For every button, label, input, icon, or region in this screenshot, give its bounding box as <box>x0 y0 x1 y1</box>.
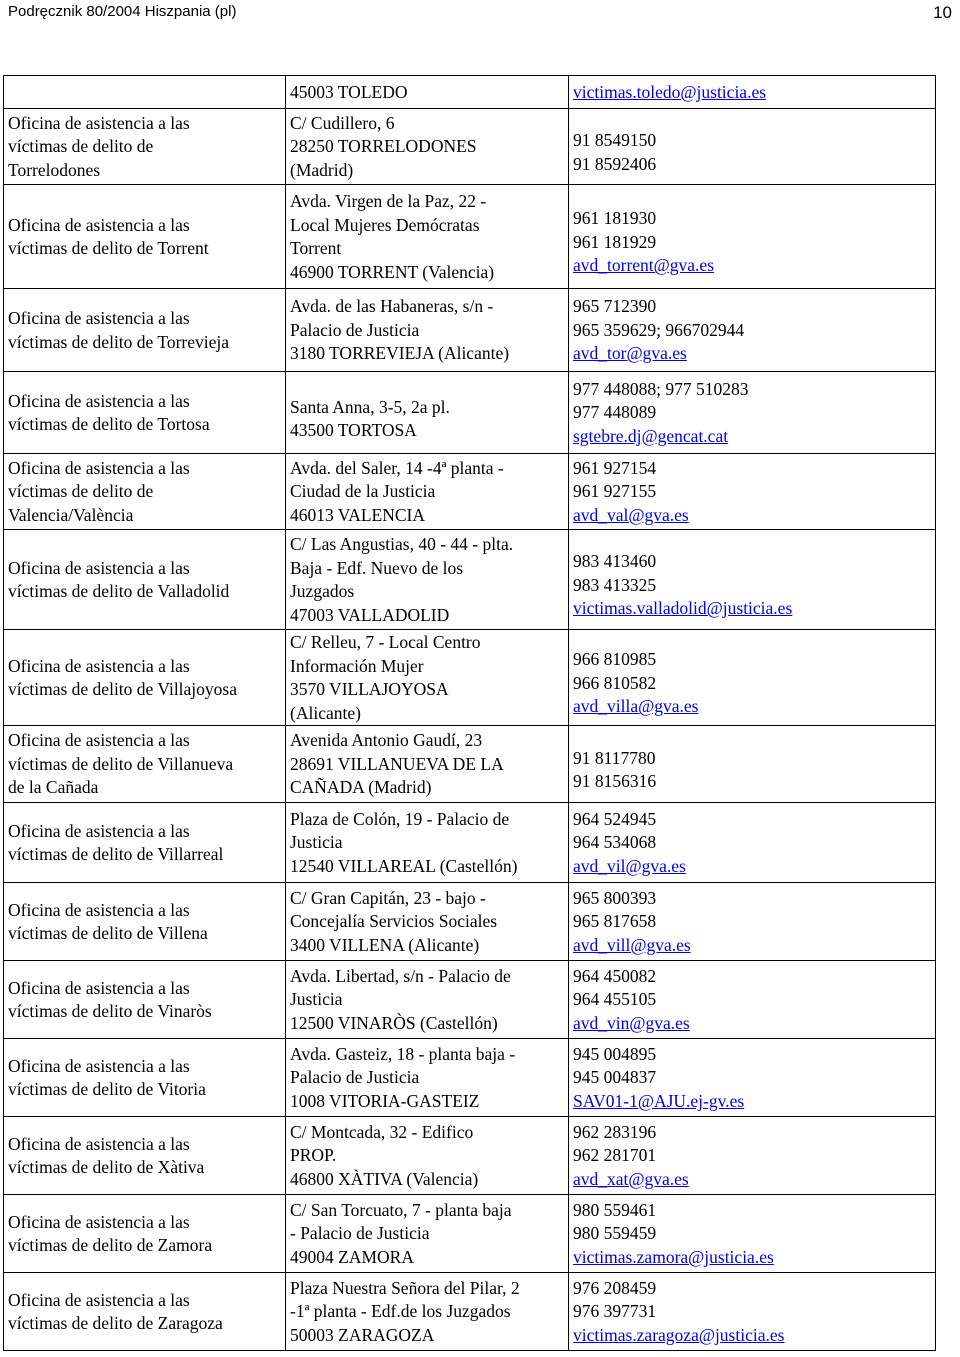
address-line: Información Mujer <box>290 655 424 676</box>
contact-cell <box>569 109 936 185</box>
phone-number: 961 927155 <box>573 481 657 502</box>
phone-number: 945 004895 <box>573 1043 657 1064</box>
phone-number: 983 413325 <box>573 574 657 595</box>
address-cell <box>286 883 569 961</box>
document-header-title: Podręcznik 80/2004 Hiszpania (pl) <box>8 3 237 20</box>
office-name-cell <box>4 1273 286 1351</box>
office-name-line: Oficina de asistencia a las <box>8 557 190 578</box>
address-cell <box>286 109 569 185</box>
office-name-line: Oficina de asistencia a las <box>8 390 190 411</box>
table-row <box>4 372 936 454</box>
phone-number: 980 559459 <box>573 1223 657 1244</box>
office-name-line: Oficina de asistencia a las <box>8 1055 190 1076</box>
email-link[interactable]: avd_xat@gva.es <box>573 1168 689 1189</box>
address-line: - Palacio de Justicia <box>290 1223 430 1244</box>
office-name-cell <box>4 454 286 530</box>
phone-number: 965 817658 <box>573 911 657 932</box>
table-body <box>4 76 936 1351</box>
contact-cell <box>569 76 936 109</box>
page-number: 10 <box>933 3 952 22</box>
table-row <box>4 883 936 961</box>
phone-number: 983 413460 <box>573 551 657 572</box>
victim-offices-table <box>3 75 936 1351</box>
table-row <box>4 109 936 185</box>
office-name-line: Oficina de asistencia a las <box>8 899 190 920</box>
address-line: (Madrid) <box>290 159 354 180</box>
phone-number: 961 181930 <box>573 208 657 229</box>
email-link[interactable]: avd_torrent@gva.es <box>573 255 714 276</box>
address-line: 12540 VILLAREAL (Castellón) <box>290 855 518 876</box>
office-name-line: víctimas de delito de Torrent <box>8 238 209 258</box>
office-name-line: Valencia/València <box>8 504 134 525</box>
office-name-line: Oficina de asistencia a las <box>8 655 190 676</box>
address-cell <box>286 1039 569 1117</box>
office-name-line: víctimas de delito de <box>8 136 154 157</box>
address-line: 49004 ZAMORA <box>290 1246 414 1267</box>
address-line: Avenida Antonio Gaudí, 23 <box>290 730 483 751</box>
address-cell <box>286 454 569 530</box>
address-cell <box>286 961 569 1039</box>
address-line: 28691 VILLANUEVA DE LA <box>290 753 504 774</box>
table-row <box>4 454 936 530</box>
address-line: CAÑADA (Madrid) <box>290 777 432 798</box>
office-name-line: Oficina de asistencia a las <box>8 457 190 478</box>
address-cell <box>286 630 569 726</box>
office-name-line: Oficina de asistencia a las <box>8 730 190 751</box>
address-line: 3180 TORREVIEJA (Alicante) <box>290 343 510 364</box>
address-line: 50003 ZARAGOZA <box>290 1324 435 1345</box>
address-line: C/ San Torcuato, 7 - planta baja <box>290 1199 512 1220</box>
email-link[interactable]: sgtebre.dj@gencat.cat <box>573 425 729 446</box>
address-line: Justicia <box>290 832 343 853</box>
table-row <box>4 726 936 803</box>
address-line: 3570 VILLAJOYOSA <box>290 679 449 699</box>
address-cell <box>286 1117 569 1195</box>
office-name-line: víctimas de delito de Zamora <box>8 1235 213 1255</box>
address-line: Local Mujeres Demócratas <box>290 214 480 235</box>
address-line: C/ Relleu, 7 - Local Centro <box>290 632 481 652</box>
contact-cell <box>569 1039 936 1117</box>
contact-cell <box>569 1195 936 1273</box>
address-line: 28250 TORRELODONES <box>290 136 477 157</box>
office-name-cell <box>4 372 286 454</box>
email-link[interactable]: victimas.zamora@justicia.es <box>573 1246 774 1267</box>
address-line: 12500 VINARÒS (Castellón) <box>290 1012 498 1033</box>
email-link[interactable]: victimas.zaragoza@justicia.es <box>573 1324 785 1345</box>
office-name-cell <box>4 1195 286 1273</box>
address-line: -1ª planta - Edf.de los Juzgados <box>290 1301 511 1322</box>
phone-number: 966 810582 <box>573 672 657 693</box>
address-line: Baja - Edf. Nuevo de los <box>290 557 464 578</box>
office-name-cell <box>4 530 286 630</box>
phone-number: 91 8592406 <box>573 153 657 174</box>
office-name-line: víctimas de delito de <box>8 481 154 502</box>
office-name-line: víctimas de delito de Vitoria <box>8 1079 206 1099</box>
office-name-line: víctimas de delito de Tortosa <box>8 414 210 434</box>
phone-number: 976 208459 <box>573 1277 657 1298</box>
office-name-line: Oficina de asistencia a las <box>8 214 190 235</box>
address-cell <box>286 76 569 109</box>
email-link[interactable]: avd_vin@gva.es <box>573 1012 690 1033</box>
phone-number: 962 281701 <box>573 1145 657 1166</box>
office-name-cell <box>4 1039 286 1117</box>
office-name-line: víctimas de delito de Vinaròs <box>8 1001 212 1021</box>
address-line: 3400 VILLENA (Alicante) <box>290 934 480 955</box>
phone-number: 964 524945 <box>573 808 657 829</box>
address-line: 46800 XÀTIVA (Valencia) <box>290 1168 479 1189</box>
phone-number: 964 450082 <box>573 965 657 986</box>
address-line: Plaza Nuestra Señora del Pilar, 2 <box>290 1277 520 1298</box>
address-line: Avda. del Saler, 14 -4ª planta - <box>290 457 504 478</box>
office-name-line: víctimas de delito de Villarreal <box>8 844 224 864</box>
address-cell <box>286 1195 569 1273</box>
contact-cell <box>569 372 936 454</box>
phone-number: 980 559461 <box>573 1199 657 1220</box>
email-link[interactable]: SAV01-1@AJU.ej-gv.es <box>573 1090 745 1111</box>
table-row <box>4 1195 936 1273</box>
table-row <box>4 630 936 726</box>
office-name-line: Oficina de asistencia a las <box>8 1133 190 1154</box>
address-line: 43500 TORTOSA <box>290 420 417 440</box>
office-name-line: víctimas de delito de Zaragoza <box>8 1313 223 1333</box>
email-link[interactable]: avd_vill@gva.es <box>573 934 691 955</box>
office-name-line: víctimas de delito de Villanueva <box>8 753 234 774</box>
contact-cell <box>569 630 936 726</box>
email-link[interactable]: avd_tor@gva.es <box>573 343 687 364</box>
table-row <box>4 1039 936 1117</box>
email-link[interactable]: avd_val@gva.es <box>573 504 689 525</box>
office-name-line: víctimas de delito de Xàtiva <box>8 1157 205 1177</box>
table-row <box>4 961 936 1039</box>
address-line: Avda. Gasteiz, 18 - planta baja - <box>290 1043 516 1064</box>
address-line: Santa Anna, 3-5, 2a pl. <box>290 396 450 417</box>
table-row <box>4 1117 936 1195</box>
office-name-line: Oficina de asistencia a las <box>8 1289 190 1310</box>
address-line: Avda. de las Habaneras, s/n - <box>290 296 494 317</box>
office-name-line: víctimas de delito de Torrevieja <box>8 331 230 352</box>
office-name-line: víctimas de delito de Valladolid <box>8 581 230 601</box>
address-line: 1008 VITORIA-GASTEIZ <box>290 1090 480 1111</box>
contact-cell <box>569 883 936 961</box>
phone-number: 966 810985 <box>573 649 657 670</box>
email-link[interactable]: victimas.toledo@justicia.es <box>573 81 767 102</box>
office-name-line: Oficina de asistencia a las <box>8 977 190 998</box>
contact-cell <box>569 289 936 372</box>
office-name-line: Oficina de asistencia a las <box>8 820 190 841</box>
office-name-cell <box>4 109 286 185</box>
office-name-line: Torrelodones <box>8 159 101 180</box>
office-name-line: de la Cañada <box>8 777 99 798</box>
office-name-line: Oficina de asistencia a las <box>8 1211 190 1232</box>
office-name-cell <box>4 76 286 109</box>
email-link[interactable]: avd_villa@gva.es <box>573 696 699 717</box>
phone-number: 965 712390 <box>573 296 657 317</box>
phone-number: 964 534068 <box>573 832 657 853</box>
address-line: C/ Gran Capitán, 23 - bajo - <box>290 887 486 908</box>
office-name-line: Oficina de asistencia a las <box>8 112 190 133</box>
address-line: Ciudad de la Justicia <box>290 481 436 502</box>
address-line: Concejalía Servicios Sociales <box>290 911 498 932</box>
contact-cell <box>569 185 936 289</box>
address-cell <box>286 1273 569 1351</box>
address-line: 46900 TORRENT (Valencia) <box>290 261 495 282</box>
address-cell <box>286 372 569 454</box>
phone-number: 965 800393 <box>573 887 657 908</box>
address-line: PROP. <box>290 1145 337 1166</box>
table-row <box>4 289 936 372</box>
phone-number: 962 283196 <box>573 1121 657 1142</box>
office-name-cell <box>4 1117 286 1195</box>
phone-number: 964 455105 <box>573 989 657 1010</box>
office-name-cell <box>4 726 286 803</box>
address-line: Avda. Virgen de la Paz, 22 - <box>290 191 487 211</box>
office-name-line: Oficina de asistencia a las <box>8 308 190 328</box>
phone-number: 961 181929 <box>573 231 657 252</box>
address-line: C/ Montcada, 32 - Edifico <box>290 1121 474 1142</box>
address-line: C/ Las Angustias, 40 - 44 - plta. <box>290 534 514 554</box>
table-row <box>4 1273 936 1351</box>
contact-cell <box>569 803 936 883</box>
address-line: Avda. Libertad, s/n - Palacio de <box>290 965 511 986</box>
office-name-cell <box>4 883 286 961</box>
office-name-cell <box>4 803 286 883</box>
phone-number: 977 448088; 977 510283 <box>573 378 749 399</box>
table-row <box>4 185 936 289</box>
phone-number: 965 359629; 966702944 <box>573 319 745 340</box>
contact-cell <box>569 726 936 803</box>
office-name-line: víctimas de delito de Villajoyosa <box>8 679 237 699</box>
address-cell <box>286 289 569 372</box>
phone-number: 961 927154 <box>573 457 657 478</box>
phone-number: 945 004837 <box>573 1067 657 1088</box>
address-line: 46013 VALENCIA <box>290 504 425 525</box>
address-cell <box>286 530 569 630</box>
contact-cell <box>569 961 936 1039</box>
contact-cell <box>569 454 936 530</box>
address-line: Palacio de Justicia <box>290 319 420 340</box>
contact-cell <box>569 1117 936 1195</box>
office-name-cell <box>4 630 286 726</box>
table-row <box>4 76 936 109</box>
address-cell <box>286 803 569 883</box>
office-name-cell <box>4 185 286 289</box>
address-line: 45003 TOLEDO <box>290 81 408 102</box>
address-line: Palacio de Justicia <box>290 1067 420 1088</box>
phone-number: 91 8117780 <box>573 747 656 768</box>
address-line: Justicia <box>290 989 343 1010</box>
address-line: Juzgados <box>290 581 355 601</box>
address-line: C/ Cudillero, 6 <box>290 112 395 133</box>
phone-number: 976 397731 <box>573 1301 657 1322</box>
email-link[interactable]: victimas.valladolid@justicia.es <box>573 598 793 619</box>
address-cell <box>286 726 569 803</box>
address-line: Plaza de Colón, 19 - Palacio de <box>290 808 510 829</box>
phone-number: 977 448089 <box>573 402 657 423</box>
office-name-cell <box>4 961 286 1039</box>
office-name-cell <box>4 289 286 372</box>
address-line: 47003 VALLADOLID <box>290 604 450 625</box>
office-name-line: víctimas de delito de Villena <box>8 923 208 943</box>
email-link[interactable]: avd_vil@gva.es <box>573 855 686 876</box>
address-line: (Alicante) <box>290 702 361 723</box>
address-line: Torrent <box>290 238 342 258</box>
phone-number: 91 8549150 <box>573 130 657 150</box>
address-cell <box>286 185 569 289</box>
table-row <box>4 803 936 883</box>
contact-cell <box>569 1273 936 1351</box>
table-row <box>4 530 936 630</box>
phone-number: 91 8156316 <box>573 771 657 791</box>
contact-cell <box>569 530 936 630</box>
